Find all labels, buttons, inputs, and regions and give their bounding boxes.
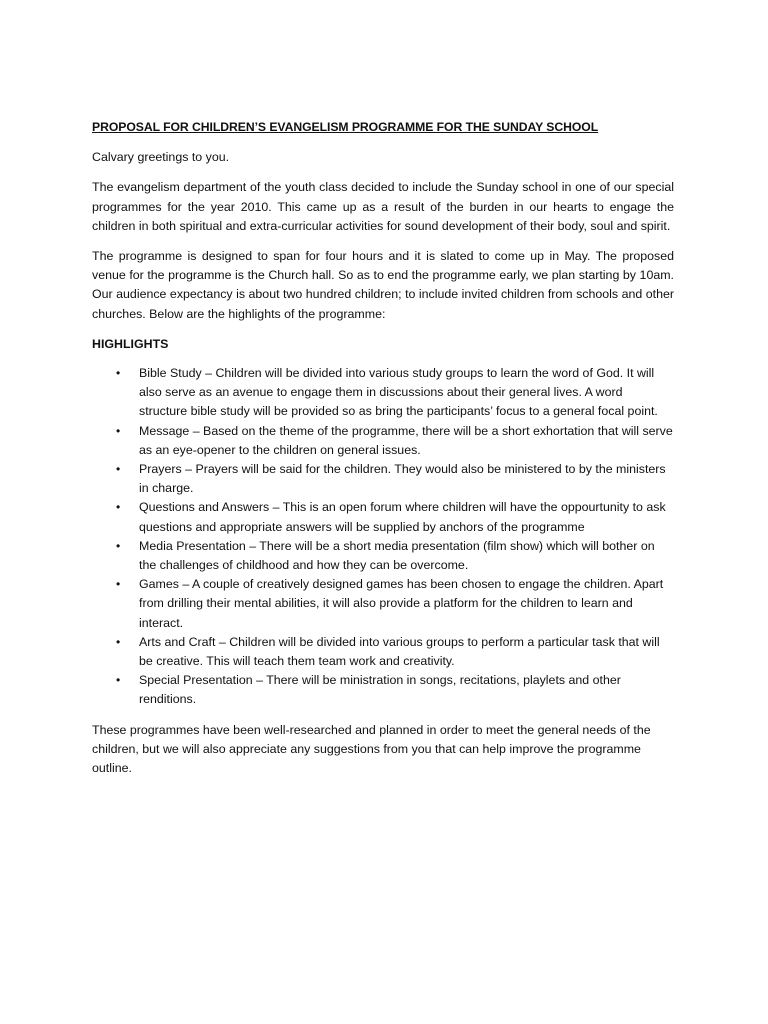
bullet-icon: • [116,577,121,592]
list-item [92,498,674,536]
highlights-heading: HIGHLIGHTS [92,336,169,351]
highlight-text: Questions and Answers – This is an open forum where children will have the oppourtunity to ask questions and appropriate answers will be supplied by anchors of the programme [139,500,666,534]
bullet-icon: • [116,673,121,688]
bullet-icon: • [116,462,121,477]
bullet-icon: • [116,538,121,553]
document-page [92,118,674,778]
highlight-text: Media Presentation – There will be a short media presentation (film show) which will bother on the challenges of childhood and how they can be overcome. [139,538,655,573]
bullet-icon: • [116,634,121,649]
highlight-text: Games – A couple of creatively designed games has been chosen to engage the children. Apart from drilling their mental abilities, it will also provide a platform for the children to learn and interact. [139,577,664,630]
list-item [92,460,674,498]
bullet-icon: • [116,500,121,515]
greeting: Calvary greetings to you. [92,150,230,165]
document-title: PROPOSAL FOR CHILDREN’S EVANGELISM PROGRAMME FOR THE SUNDAY SCHOOL [92,120,599,134]
highlight-text: Special Presentation – There will be ministration in songs, recitations, playlets and other renditions. [139,673,621,707]
highlight-text: Arts and Craft – Children will be divided into various groups to perform a particular task that will be creative. This will teach them team work and creativity. [139,634,660,669]
closing-paragraph: These programmes have been well-researched and planned in order to meet the general needs of the children, but we will also appreciate any suggestions from you that can help improve the programme outline. [92,722,651,776]
list-item [92,633,674,671]
list-item [92,671,674,709]
highlight-text: Bible Study – Children will be divided into various study groups to learn the word of God. It will also serve as an avenue to engage them in discussions about their general lives. A word structure bible study will be provided so as bring the participants’ focus to a general focal point. [139,366,658,419]
bullet-icon: • [116,423,121,438]
highlights-list [92,364,674,710]
list-item [92,575,674,633]
paragraph-details: The programme is designed to span for four hours and it is slated to come up in May. The proposed venue for the programme is the Church hall. So as to end the programme early, we plan starting by 10am. Our audience expectancy is about two hundred children; to include invited children from schools and other churches. Below are the highlights of the programme: [92,249,674,321]
paragraph-intro: The evangelism department of the youth class decided to include the Sunday school in one of our special programmes for the year 2010. This came up as a result of the burden in our hearts to engage the children in both spiritual and extra-curricular activities for sound development of their body, soul and spirit. [92,180,674,233]
bullet-icon: • [116,366,121,381]
highlight-text: Prayers – Prayers will be said for the children. They would also be ministered to by the ministers in charge. [139,462,666,496]
list-item [92,422,674,460]
highlight-text: Message – Based on the theme of the programme, there will be a short exhortation that will serve as an eye-opener to the children on general issues. [139,423,673,457]
list-item [92,364,674,422]
list-item [92,537,674,575]
